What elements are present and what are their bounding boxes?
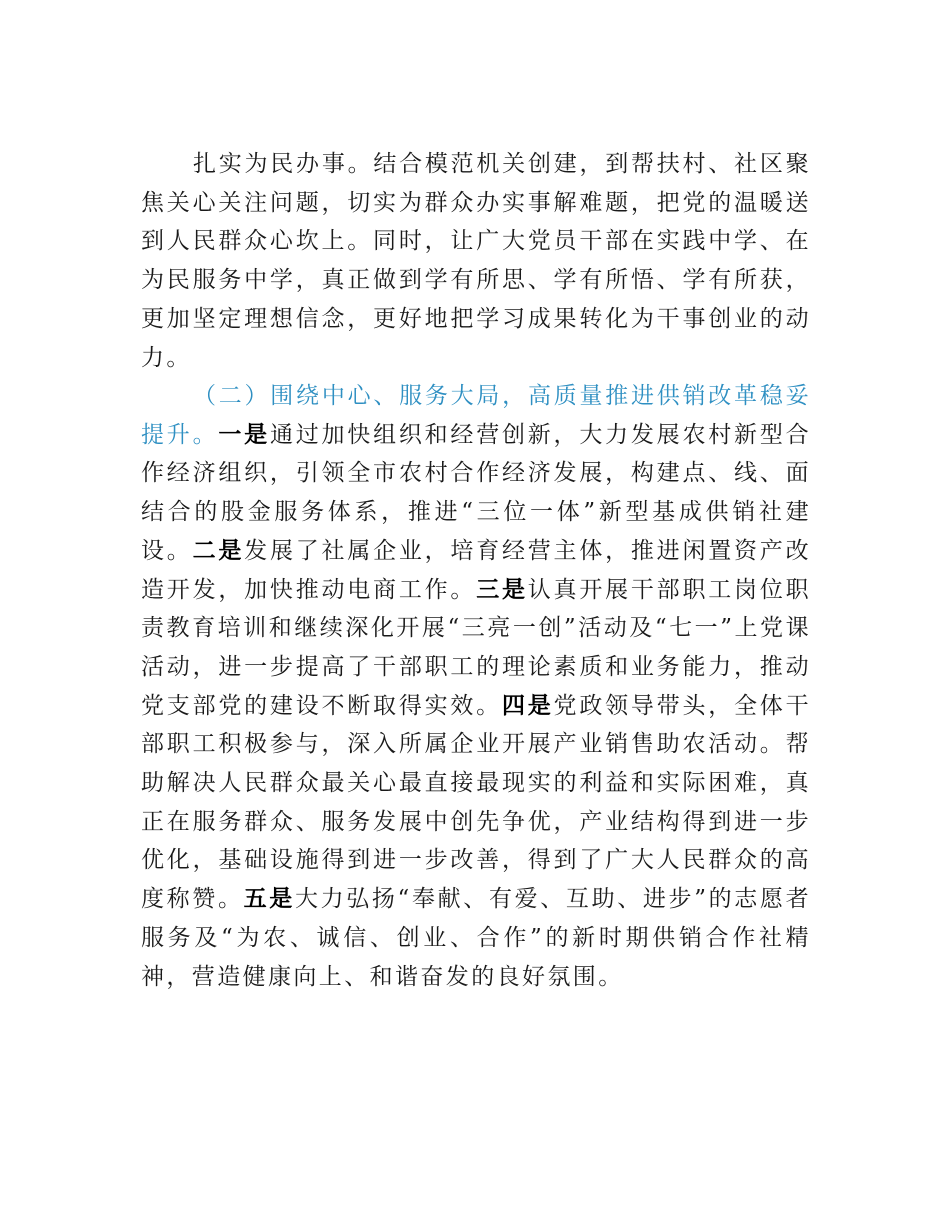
item-3-text: 认真开展干部职工岗位职责教育培训和继续深化开展“三亮一创”活动及“七一”上党课活动，进一步提高了干部职工的理论素质和业务能力，推动党支部党的建设不断取得实效。 [141, 576, 811, 719]
item-2-lead: 二是 [192, 536, 245, 564]
item-3-lead: 三是 [476, 575, 528, 603]
item-1-text: 通过加快组织和经营创新，大力发展农村新型合作经济组织，引领全市农村合作经济发展，构建点、线、面结合的股金服务体系，推进“三位一体”新型基成供销社建设。 [141, 421, 811, 564]
item-4-lead: 四是 [501, 691, 554, 719]
paragraph-2 [141, 377, 811, 996]
item-1-lead: 一是 [218, 420, 270, 448]
paragraph-1 [141, 145, 811, 377]
item-4-text: 党政领导带头，全体干部职工积极参与，深入所属企业开展产业销售助农活动。帮助解决人民群众最关心最直接最现实的利益和实际困难，真正在服务群众、服务发展中创先争优，产业结构得到进一步优化，基础设施得到进一步改善，得到了广大人民群众的高度称赞。 [141, 692, 811, 913]
item-2-text: 发展了社属企业，培育经营主体，推进闲置资产改造开发，加快推动电商工作。 [141, 537, 811, 603]
section-heading: （二）围绕中心、服务大局，高质量推进供销改革稳妥提升。 [141, 383, 811, 448]
item-5-lead: 五是 [243, 885, 295, 913]
item-5-text: 大力弘扬“奉献、有爱、互助、进步”的志愿者服务及“为农、诚信、创业、合作”的新时期供销合作社精神，营造健康向上、和谐奋发的良好氛围。 [141, 886, 811, 990]
paragraph-1-text: 扎实为民办事。结合模范机关创建，到帮扶村、社区聚焦关心关注问题，切实为群众办实事解难题，把党的温暖送到人民群众心坎上。同时，让广大党员干部在实践中学、在为民服务中学，真正做到学有所思、学有所悟、学有所获，更加坚定理想信念，更好地把学习成果转化为干事创业的动力。 [141, 151, 811, 371]
